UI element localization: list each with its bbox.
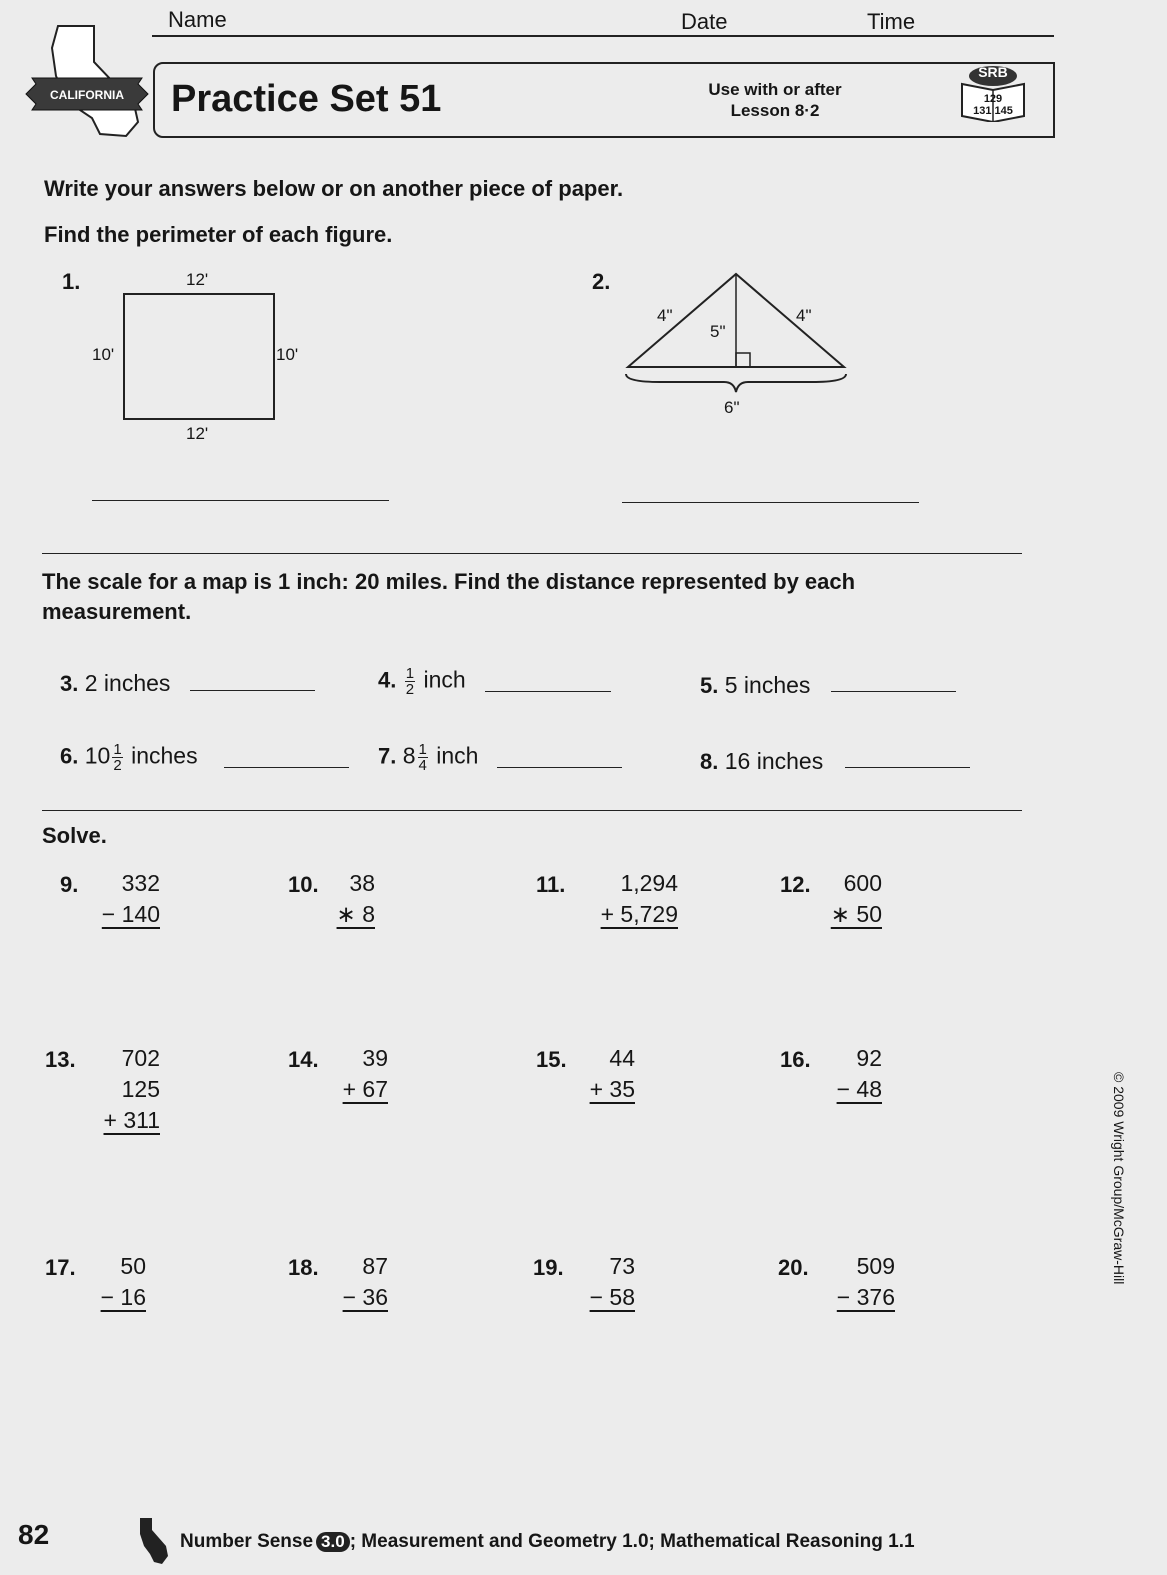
answers-instruction: Write your answers below or on another piece of paper. [44,176,624,201]
operand-last: + 67 [342,1076,388,1102]
fraction [112,742,122,773]
problem-number: 19. [533,1255,564,1280]
rect-left-label: 10' [92,345,115,364]
srb-pages-top: 129 [983,93,1003,105]
scale-instruction-line1: The scale for a map is 1 inch: 20 miles. Find the distance represented by each [42,569,856,594]
srb-pages-bottom: 131 145 [973,105,1013,117]
fraction [418,742,428,773]
date-label: Date [681,9,728,34]
problem-number: 8. [700,749,719,774]
fraction-denominator: 2 [405,681,415,698]
scale-instruction-line2: measurement. [42,599,192,624]
california-outline-icon [136,1516,172,1566]
rect-top-label: 12' [186,270,209,289]
problem-number: 20. [778,1255,809,1280]
problem-text: 16 inches [724,748,824,774]
arith-problem-10 [310,868,375,930]
map-problem-5 [700,672,810,699]
operand: 87 [362,1253,388,1279]
answer-line [92,500,389,501]
map-problem-6 [60,742,198,773]
arith-problem-16 [810,1043,882,1105]
map-problem-3 [60,670,170,697]
answer-line [497,767,622,768]
fraction-numerator: 1 [418,741,427,758]
page-number: 82 [18,1519,50,1550]
arith-problem-13 [80,1043,160,1136]
operand: 125 [121,1076,160,1102]
operand: 702 [121,1045,160,1071]
problem-text: inch [436,742,479,769]
operand: 44 [609,1045,635,1071]
map-problem-8 [700,748,823,775]
problem-number: 7. [378,743,397,769]
problem-text: inches [131,742,198,769]
operand-last: + 35 [589,1076,635,1102]
answer-line [190,690,315,691]
answer-line [845,767,970,768]
arith-problem-12 [810,868,882,930]
operand-last: − 58 [589,1284,635,1310]
rect-right-label: 10' [276,345,299,364]
operand-last: − 36 [342,1284,388,1310]
answer-line [224,767,349,768]
problem-number: 18. [288,1255,319,1280]
operand-last: ∗ 50 [830,901,882,927]
arith-problem-20 [810,1251,895,1313]
operand-last: + 5,729 [600,901,678,927]
fraction-whole: 10 [84,742,111,769]
standards-footer [180,1531,915,1553]
fraction-whole: 8 [402,742,416,769]
problem-number: 3. [60,671,79,696]
copyright-notice: © 2009 Wright Group/McGraw-Hill [1111,1072,1127,1285]
section-divider [42,810,1022,811]
arith-problem-19 [565,1251,635,1313]
fraction-denominator: 4 [418,757,427,774]
answer-line [831,691,956,692]
operand: 39 [362,1045,388,1071]
operand: 332 [121,870,160,896]
standard-rest: ; Measurement and Geometry 1.0; Mathematical Reasoning 1.1 [349,1531,915,1552]
section-divider [42,553,1022,554]
page-title: Practice Set 51 [171,78,442,120]
triangle-right-side-label: 4" [796,306,812,325]
operand-last: − 376 [836,1284,895,1310]
operand: 50 [120,1253,146,1279]
state-label: CALIFORNIA [50,88,124,102]
problem-number: 13. [45,1047,76,1072]
arith-problem-15 [565,1043,635,1105]
standard-number-sense: Number Sense [180,1531,314,1552]
fraction-denominator: 2 [113,757,122,774]
operand: 38 [349,870,375,896]
arith-problem-17 [80,1251,146,1313]
triangle-base-label: 6" [724,398,740,417]
fraction [405,666,415,697]
problem-number: 6. [60,743,79,769]
triangle-height-label: 5" [710,322,726,341]
srb-pages [958,93,1028,117]
solve-instruction: Solve. [42,823,107,848]
map-problem-4 [378,666,466,697]
triangle-figure [620,270,850,400]
operand: 1,294 [620,870,678,896]
problem-text: 5 inches [724,672,811,698]
problem-number: 10. [288,872,319,897]
name-label: Name [168,7,227,32]
arith-problem-18 [310,1251,388,1313]
problem-text: 2 inches [84,670,171,696]
california-state-icon [22,22,152,140]
problem-number: 4. [378,667,397,693]
header-rule [152,35,1054,37]
answer-line [622,502,919,503]
problem-number: 12. [780,872,811,897]
rectangle-figure [120,292,280,422]
problem-number: 16. [780,1047,811,1072]
operand: 73 [609,1253,635,1279]
problem-number: 2. [592,269,611,294]
arith-problem-14 [310,1043,388,1105]
problem-number: 1. [62,269,81,294]
fraction-numerator: 1 [405,665,415,682]
problem-number: 15. [536,1047,567,1072]
operand: 509 [856,1253,895,1279]
answer-line [485,691,611,692]
arith-problem-11 [565,868,678,930]
lesson-note-line2: Lesson 8·2 [730,101,820,120]
perimeter-instruction: Find the perimeter of each figure. [44,222,393,247]
problem-number: 5. [700,673,719,698]
lesson-note [690,79,860,121]
arith-problem-9 [80,868,160,930]
operand-last: − 48 [836,1076,882,1102]
problem-number: 11. [536,872,566,897]
triangle-left-side-label: 4" [657,306,673,325]
rect-bottom-label: 12' [186,424,209,443]
operand-last: + 311 [103,1107,160,1133]
fraction-numerator: 1 [113,741,122,758]
standard-badge: 3.0 [316,1532,350,1552]
problem-number: 9. [60,872,79,897]
problem-number: 14. [288,1047,319,1072]
operand: 92 [856,1045,882,1071]
srb-label: SRB [978,64,1008,80]
problem-number: 17. [45,1255,76,1280]
map-problem-7 [378,742,478,773]
operand: 600 [843,870,882,896]
operand-last: − 140 [101,901,160,927]
operand-last: ∗ 8 [336,901,375,927]
time-label: Time [867,9,916,34]
lesson-note-line1: Use with or after [708,80,842,99]
operand-last: − 16 [100,1284,146,1310]
problem-text: inch [423,666,466,693]
